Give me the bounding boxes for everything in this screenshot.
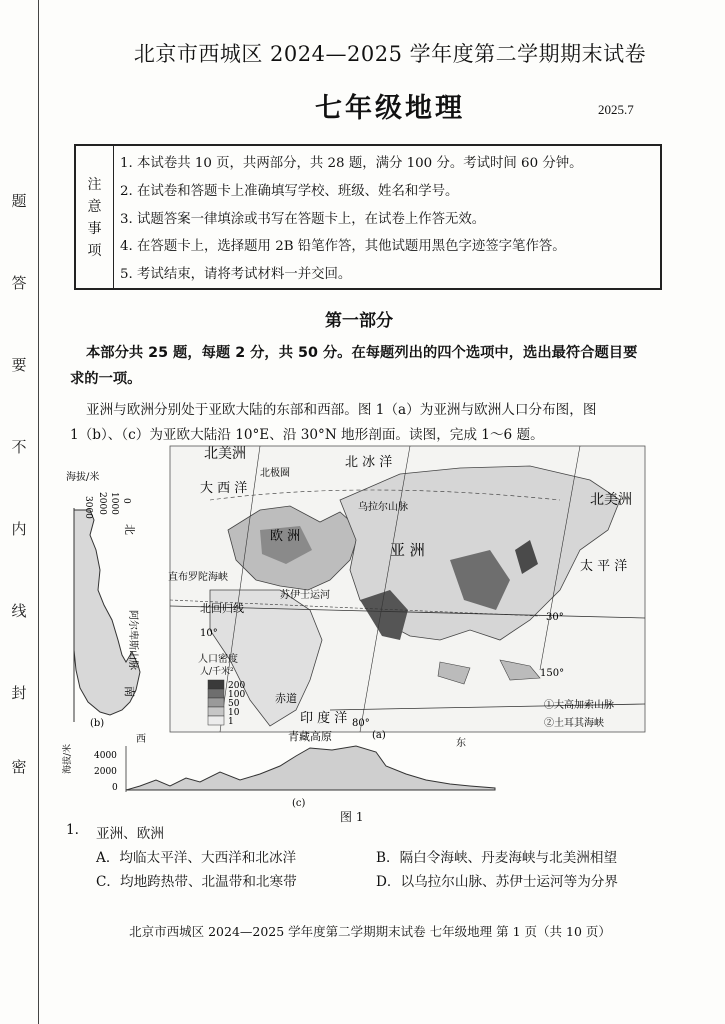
profile-c-tick: 4000 [94, 751, 117, 761]
profile-b [66, 470, 140, 729]
label-indian-ocean: 印 度 洋 [300, 711, 348, 726]
binding-char: 封 [11, 684, 27, 702]
binding-char: 不 [11, 438, 27, 456]
binding-char: 密 [11, 758, 27, 776]
marker-2-label: ②土耳其海峡 [544, 718, 604, 729]
label-ural: 乌拉尔山脉 [358, 502, 408, 513]
question-stem-cont: 1（b）、（c）为亚欧大陆沿 10°E、沿 30°N 地形剖面。读图，完成 1～6 题。 [70, 427, 544, 443]
legend-swatch [208, 716, 224, 725]
label-equator: 赤道 [275, 692, 297, 705]
notice-box [74, 144, 662, 290]
legend-value: 200 [228, 681, 246, 691]
section-instruction: 本部分共 25 题，每题 2 分，共 50 分。在每题列出的四个选项中，选出最符合题目要 [86, 345, 638, 361]
legend-swatch [208, 698, 224, 707]
section-title: 第一部分 [325, 311, 393, 331]
profile-b-south: 南 [123, 686, 136, 697]
label-atlantic-ocean: 大 西 洋 [200, 481, 248, 496]
profile-b-alps: 阿尔卑斯山脉 [127, 610, 138, 670]
binding-char: 线 [11, 602, 27, 620]
notice-label-char: 注 [87, 177, 102, 193]
profile-b-tick: 3000 [83, 496, 93, 519]
exam-subject: 七年级地理 [315, 93, 465, 124]
question-stem-text: 亚洲、欧洲 [96, 826, 164, 842]
figure-1 [60, 440, 670, 820]
profile-b-tick: 2000 [97, 492, 107, 515]
figure-svg [60, 440, 670, 820]
profile-b-tick: 1000 [109, 492, 119, 515]
label-north-america-left: 北美洲 [204, 446, 246, 462]
legend-value: 100 [228, 690, 246, 700]
label-pacific-ocean: 太 平 洋 [580, 559, 628, 574]
panel-b-label: (b) [90, 718, 105, 729]
question-number: 1. [66, 822, 79, 838]
label-gibraltar: 直布罗陀海峡 [168, 572, 228, 583]
page-footer: 北京市西城区 2024—2025 学年度第二学期期末试卷 七年级地理 第 1 页（共 10 页） [129, 924, 611, 939]
option-b[interactable]: B．隔白令海峡、丹麦海峡与北美洲相望 [376, 850, 618, 866]
binding-char: 要 [11, 356, 27, 374]
profile-c-ylabel: 海拔/米 [63, 743, 73, 774]
notice-label [76, 146, 114, 288]
notice-item: 4. 在答题卡上，选择题用 2B 铅笔作答，其他试题用黑色字迹签字笔作答。 [120, 239, 566, 255]
profile-c [61, 729, 495, 809]
label-lat-30: 30° [546, 612, 564, 623]
legend-unit: 人/千米² [200, 667, 234, 677]
legend-swatch [208, 689, 224, 698]
label-suez: 苏伊士运河 [280, 590, 330, 601]
notice-item: 2. 在试卷和答题卡上准确填写学校、班级、姓名和学号。 [120, 183, 459, 199]
legend-title: 人口密度 [198, 654, 238, 665]
label-tropic: 北回归线 [200, 602, 244, 615]
label-lon-150: 150° [540, 668, 565, 679]
panel-c-label: (c) [292, 798, 306, 809]
marker-1-label: ①大高加索山脉 [544, 700, 614, 711]
exam-title: 北京市西城区 2024—2025 学年度第二学期期末试卷 [133, 42, 647, 66]
label-lon-80: 80° [352, 718, 370, 729]
profile-b-north: 北 [123, 524, 136, 535]
option-d[interactable]: D．以乌拉尔山脉、苏伊士运河等为分界 [376, 874, 618, 890]
label-asia: 亚 洲 [390, 541, 425, 559]
label-arctic-circle: 北极圈 [260, 468, 290, 479]
option-c[interactable]: C．均地跨热带、北温带和北寒带 [96, 874, 297, 890]
option-a[interactable]: A．均临太平洋、大西洋和北冰洋 [96, 850, 297, 866]
profile-c-west: 西 [136, 734, 146, 745]
notice-label-char: 事 [87, 221, 102, 237]
binding-char: 答 [11, 274, 27, 292]
label-europe: 欧 洲 [270, 529, 301, 544]
panel-a-label: (a) [372, 730, 386, 741]
question-stem: 亚洲与欧洲分别处于亚欧大陆的东部和西部。图 1（a）为亚洲与欧洲人口分布图，图 [86, 402, 597, 418]
legend-value: 50 [228, 699, 240, 709]
legend-swatch [208, 680, 224, 689]
profile-c-tick: 2000 [94, 767, 117, 777]
binding-char: 题 [11, 192, 27, 210]
label-north-america-right: 北美洲 [590, 492, 632, 508]
notice-label-char: 意 [87, 199, 102, 215]
label-arctic-ocean: 北 冰 洋 [345, 455, 393, 470]
profile-c-east: 东 [456, 738, 466, 749]
figure-caption: 图 1 [340, 810, 364, 824]
profile-b-tick: 0 [121, 498, 131, 504]
profile-c-plateau: 青藏高原 [288, 730, 332, 743]
legend-value: 10 [228, 708, 240, 718]
profile-c-tick: 0 [112, 783, 118, 793]
exam-date: 2025.7 [598, 102, 634, 117]
label-lon-10: 10° [200, 628, 218, 639]
notice-item: 5. 考试结束，请将考试材料一并交回。 [120, 267, 352, 283]
profile-b-ylabel: 海拔/米 [66, 472, 100, 483]
notice-item: 3. 试题答案一律填涂或书写在答题卡上，在试卷上作答无效。 [120, 211, 486, 227]
notice-label-char: 项 [87, 243, 102, 259]
notice-item: 1. 本试卷共 10 页，共两部分，共 28 题，满分 100 分。考试时间 60 分钟。 [120, 156, 583, 171]
legend-value: 1 [228, 717, 234, 727]
binding-char: 内 [11, 520, 27, 538]
binding-line [38, 0, 39, 1024]
legend-swatch [208, 707, 224, 716]
notice-items [120, 150, 654, 289]
section-instruction-cont: 求的一项。 [70, 371, 142, 387]
